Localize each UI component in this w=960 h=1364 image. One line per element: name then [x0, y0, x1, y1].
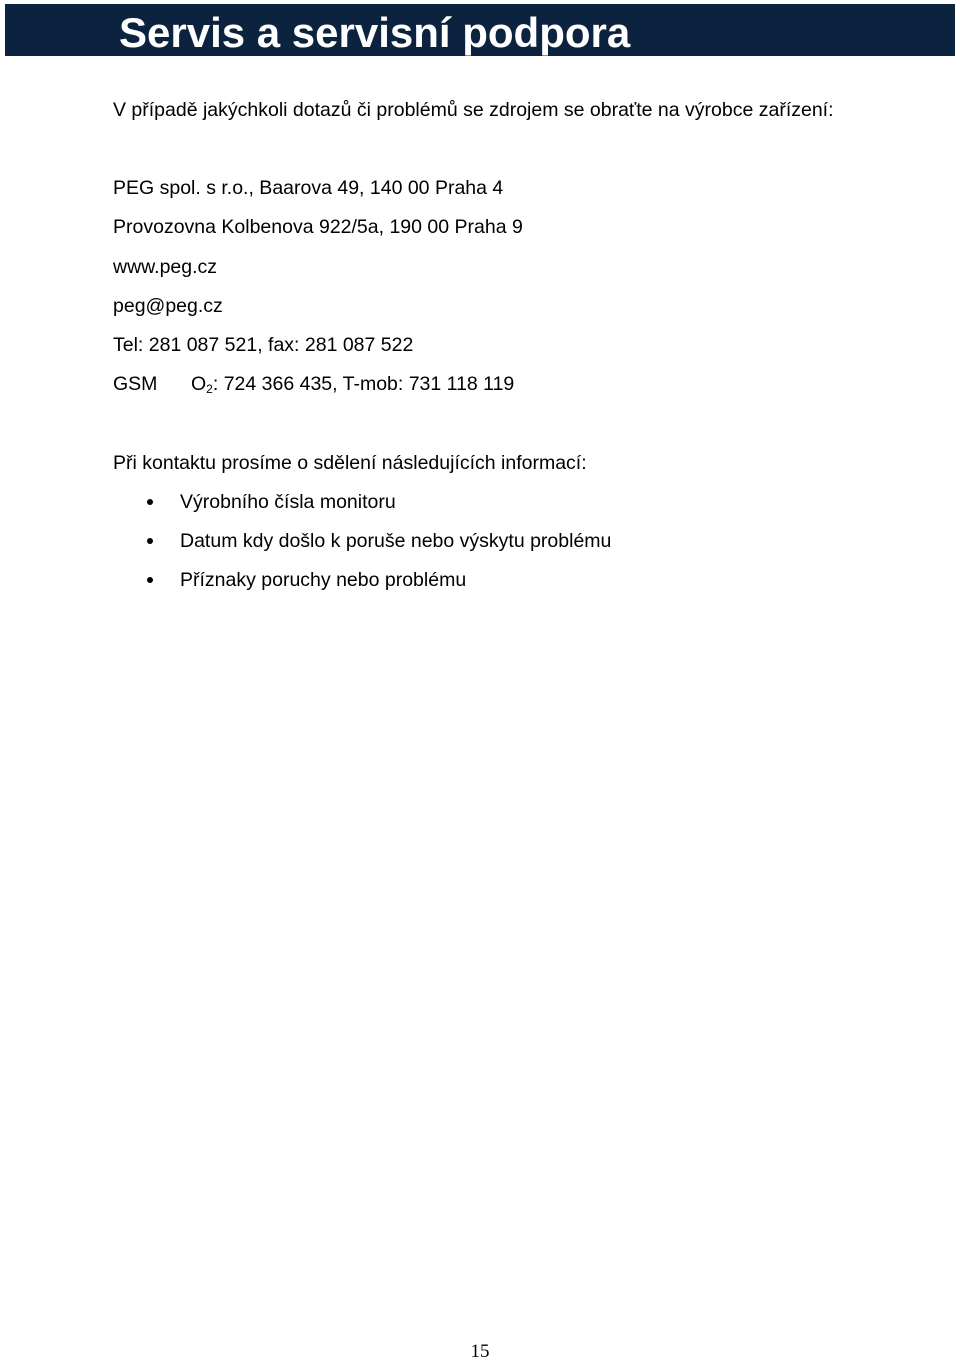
list-item-text: Příznaky poruchy nebo problému: [180, 569, 467, 591]
intro-text: V případě jakýchkoli dotazů či problémů se zdrojem se obraťte na výrobce zařízení:: [113, 99, 834, 121]
list-item: [180, 529, 611, 553]
website-link[interactable]: www.peg.cz: [113, 256, 218, 278]
gsm-label: GSM: [113, 373, 158, 395]
list-item-text: Datum kdy došlo k poruše nebo výskytu problému: [180, 530, 612, 552]
request-lead: Při kontaktu prosíme o sdělení následujících informací:: [113, 452, 587, 474]
company-address: PEG spol. s r.o., Baarova 49, 140 00 Praha 4: [113, 177, 504, 199]
gsm-operator: O: [191, 373, 207, 395]
bullet-icon: [147, 538, 153, 544]
bullet-icon: [147, 499, 153, 505]
gsm-operator-subscript: 2: [206, 382, 213, 396]
page-title: Servis a servisní podpora: [119, 9, 631, 56]
title-banner: [5, 4, 955, 56]
list-item: [180, 490, 396, 514]
gsm-line: [113, 372, 514, 396]
bullet-icon: [147, 577, 153, 583]
email-link[interactable]: peg@peg.cz: [113, 295, 223, 317]
phone-fax: Tel: 281 087 521, fax: 281 087 522: [113, 334, 414, 356]
list-item-text: Výrobního čísla monitoru: [180, 491, 396, 513]
page-number: 15: [470, 1341, 490, 1362]
list-item: [180, 568, 466, 592]
branch-address: Provozovna Kolbenova 922/5a, 190 00 Praha 9: [113, 216, 523, 238]
gsm-numbers: : 724 366 435, T-mob: 731 118 119: [212, 373, 515, 395]
